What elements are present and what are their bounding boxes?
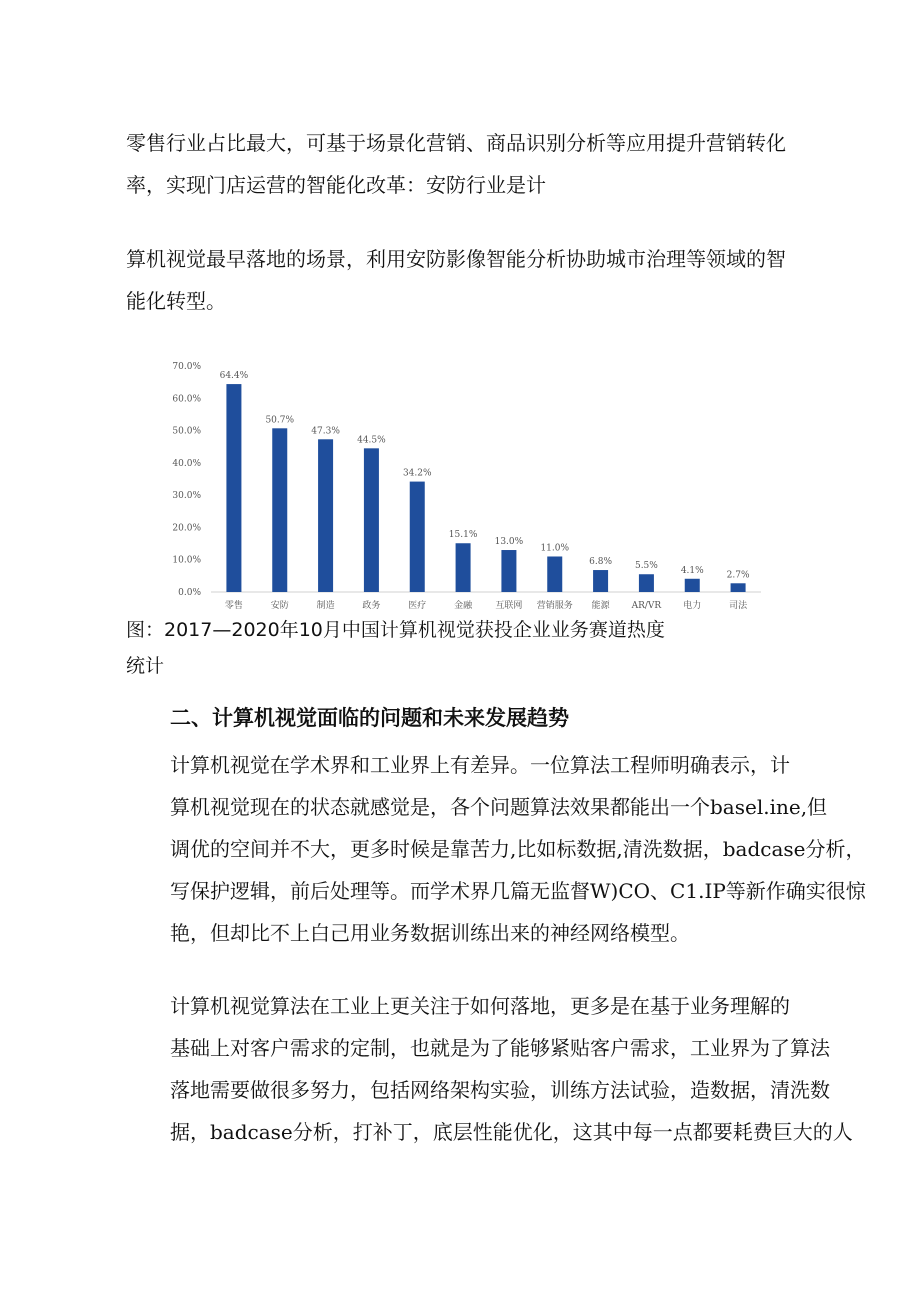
bar <box>226 384 241 592</box>
bar-chart <box>156 352 766 614</box>
bar <box>364 448 379 592</box>
x-tick-label: 能源 <box>591 601 610 611</box>
bar <box>501 550 516 592</box>
text-line: 计算机视觉算法在工业上更关注于如何落地，更多是在基于业务理解的 <box>170 994 790 1018</box>
y-tick-label: 60.0% <box>172 394 201 405</box>
y-tick-label: 30.0% <box>172 491 201 502</box>
text-line: 基础上对客户需求的定制，也就是为了能够紧贴客户需求，工业界为了算法 <box>170 1036 830 1060</box>
y-tick-label: 70.0% <box>172 362 201 372</box>
x-tick-label: 安防 <box>270 601 289 611</box>
section-heading: 二、计算机视觉面临的问题和未来发展趋势 <box>170 706 569 730</box>
bar <box>272 428 287 592</box>
y-tick-label: 40.0% <box>172 458 201 469</box>
value-label: 64.4% <box>219 371 249 382</box>
bar <box>685 579 700 592</box>
x-tick-label: 互联网 <box>495 601 523 611</box>
text-line: 零售行业占比最大，可基于场景化营销、商品识别分析等应用提升营销转化 <box>126 131 786 155</box>
bar <box>456 543 471 592</box>
x-tick-label: AR/VR <box>631 601 662 611</box>
bar <box>547 556 562 592</box>
text-line: 算机视觉最早落地的场景，利用安防影像智能分析协助城市治理等领域的智 <box>126 247 786 271</box>
text-line: 落地需要做很多努力，包括网络架构实验，训练方法试验，造数据，清洗数 <box>170 1078 830 1102</box>
y-tick-label: 10.0% <box>172 555 201 566</box>
value-label: 6.8% <box>589 557 613 568</box>
text-line: 调优的空间并不大，更多时候是靠苦力,比如标数据,清洗数据，badcase分析， <box>170 837 866 861</box>
value-label: 4.1% <box>680 565 704 576</box>
value-label: 44.5% <box>357 435 386 446</box>
figure-caption <box>126 612 806 684</box>
caption-line: 统计 <box>126 655 165 677</box>
x-tick-label: 零售 <box>224 601 243 611</box>
text-line: 写保护逻辑，前后处理等。而学术界几篇无监督W)CO、C1.IP等新作确实很惊 <box>170 879 866 903</box>
text-line: 算机视觉现在的状态就感觉是，各个问题算法效果都能出一个basel.ine,但 <box>170 795 828 819</box>
bar <box>410 482 425 592</box>
y-tick-label: 50.0% <box>172 426 201 437</box>
text-line: 艳，但却比不上白己用业务数据训练出来的神经网络模型。 <box>170 921 690 945</box>
value-label: 5.5% <box>634 561 658 572</box>
value-label: 13.0% <box>494 537 524 548</box>
paragraph-security <box>126 238 806 322</box>
text-line: 据，badcase分析，打补丁，底层性能优化，这其中每一点都要耗费巨大的人 <box>170 1120 853 1144</box>
y-tick-label: 0.0% <box>178 588 201 598</box>
x-tick-label: 电力 <box>683 601 702 611</box>
value-label: 47.3% <box>311 426 340 437</box>
bar <box>318 439 333 592</box>
x-tick-label: 医疗 <box>408 601 427 611</box>
value-label: 15.1% <box>448 530 478 541</box>
value-label: 2.7% <box>726 570 750 581</box>
value-label: 34.2% <box>402 468 432 479</box>
x-tick-label: 司法 <box>729 601 748 611</box>
paragraph-academia-industry <box>126 744 866 954</box>
bar <box>639 574 654 592</box>
x-tick-label: 金融 <box>454 601 473 611</box>
paragraph-industry-landing <box>126 985 853 1153</box>
bar <box>731 583 746 592</box>
y-tick-label: 20.0% <box>172 523 201 534</box>
value-label: 11.0% <box>540 543 570 554</box>
paragraph-retail <box>126 122 806 206</box>
x-tick-label: 营销服务 <box>536 601 573 611</box>
x-tick-label: 政务 <box>362 601 381 611</box>
x-tick-label: 制造 <box>316 601 335 611</box>
value-label: 50.7% <box>265 415 295 426</box>
text-line: 率，实现门店运营的智能化改革：安防行业是计 <box>126 173 546 197</box>
text-line: 能化转型。 <box>126 289 226 313</box>
text-line: 计算机视觉在学术界和工业界上有差异。一位算法工程师明确表示，计 <box>170 753 790 777</box>
bar <box>593 570 608 592</box>
caption-line: 图：2017—2020年10月中国计算机视觉获投企业业务赛道热度 <box>126 619 665 641</box>
